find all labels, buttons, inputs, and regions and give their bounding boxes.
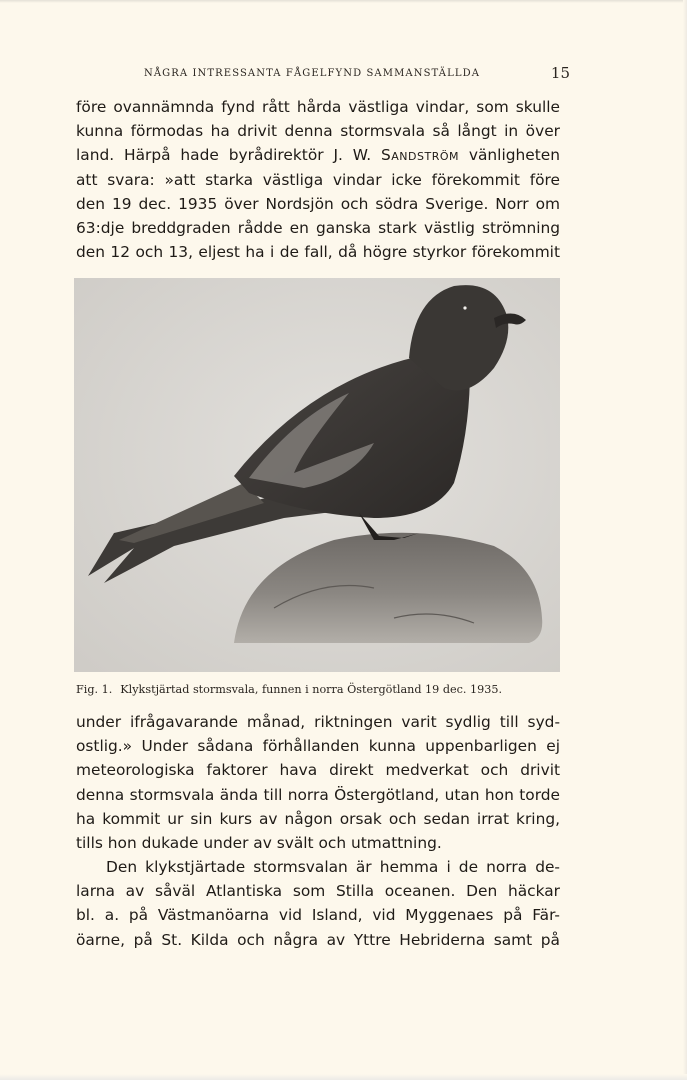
text-line: Den klykstjärtade stormsvalan är hemma i de norra de-	[106, 858, 560, 876]
text-line: tills hon dukade under av svält och utmattning.	[76, 833, 442, 852]
page-edge-right	[683, 0, 687, 1080]
running-title: NÅGRA INTRESSANTA FÅGELFYND SAMMANSTÄLLDA	[144, 68, 481, 79]
text-line: före ovannämnda fynd rått hårda västliga vindar, som skulle	[76, 98, 560, 116]
text-line: meteorologiska faktorer hava direkt medverkat och drivit	[76, 761, 560, 780]
text-line: öarne, på St. Kilda och några av Yttre Hebriderna samt på	[76, 930, 560, 949]
page-number: 15	[550, 64, 570, 82]
bird-photo-illustration	[74, 278, 560, 672]
text-line: 63:dje breddgraden rådde en ganska stark västlig strömning	[76, 218, 560, 237]
text-segment: vänligheten	[459, 146, 560, 165]
figure-caption-text: Klykstjärtad stormsvala, funnen i norra Östergötland 19 dec. 1935.	[120, 683, 503, 696]
text-line: att svara: »att starka västliga vindar icke förekommit före	[76, 170, 560, 189]
text-line: den 19 dec. 1935 över Nordsjön och södra Sverige. Norr om	[76, 194, 560, 213]
paragraph-1	[76, 95, 560, 264]
figure-photo	[74, 278, 560, 672]
text-line: ostlig.» Under sådana förhållanden kunna uppenbarligen ej	[76, 737, 560, 756]
page-edge-bottom	[0, 1074, 687, 1080]
text-line: ha kommit ur sin kurs av någon orsak och sedan irrat kring,	[76, 809, 560, 828]
text-line: bl. a. på Västmanöarna vid Island, vid Myggenaes på Fär-	[76, 906, 560, 925]
figure-caption	[76, 683, 566, 696]
page-edge-top	[0, 0, 687, 3]
text-line: under ifrågavarande månad, riktningen varit sydlig till syd-	[76, 713, 560, 731]
text-line: den 12 och 13, eljest ha i de fall, då högre styrkor förekommit	[76, 243, 560, 262]
text-line: kunna förmodas ha drivit denna stormsvala så långt in över	[76, 122, 560, 141]
text-segment: land. Härpå hade byrådirektör J. W.	[76, 146, 381, 165]
running-head	[76, 64, 572, 84]
text-line: larna av såväl Atlantiska som Stilla oceanen. Den häckar	[76, 882, 560, 901]
paragraph-3	[76, 855, 560, 952]
text-line-with-smallcaps	[76, 143, 560, 167]
figure-label: Fig. 1.	[76, 683, 113, 696]
paragraph-2	[76, 710, 560, 855]
author-name-smallcaps: Sandström	[381, 146, 459, 165]
text-line: denna stormsvala ända till norra Östergötland, utan hon torde	[76, 785, 560, 804]
